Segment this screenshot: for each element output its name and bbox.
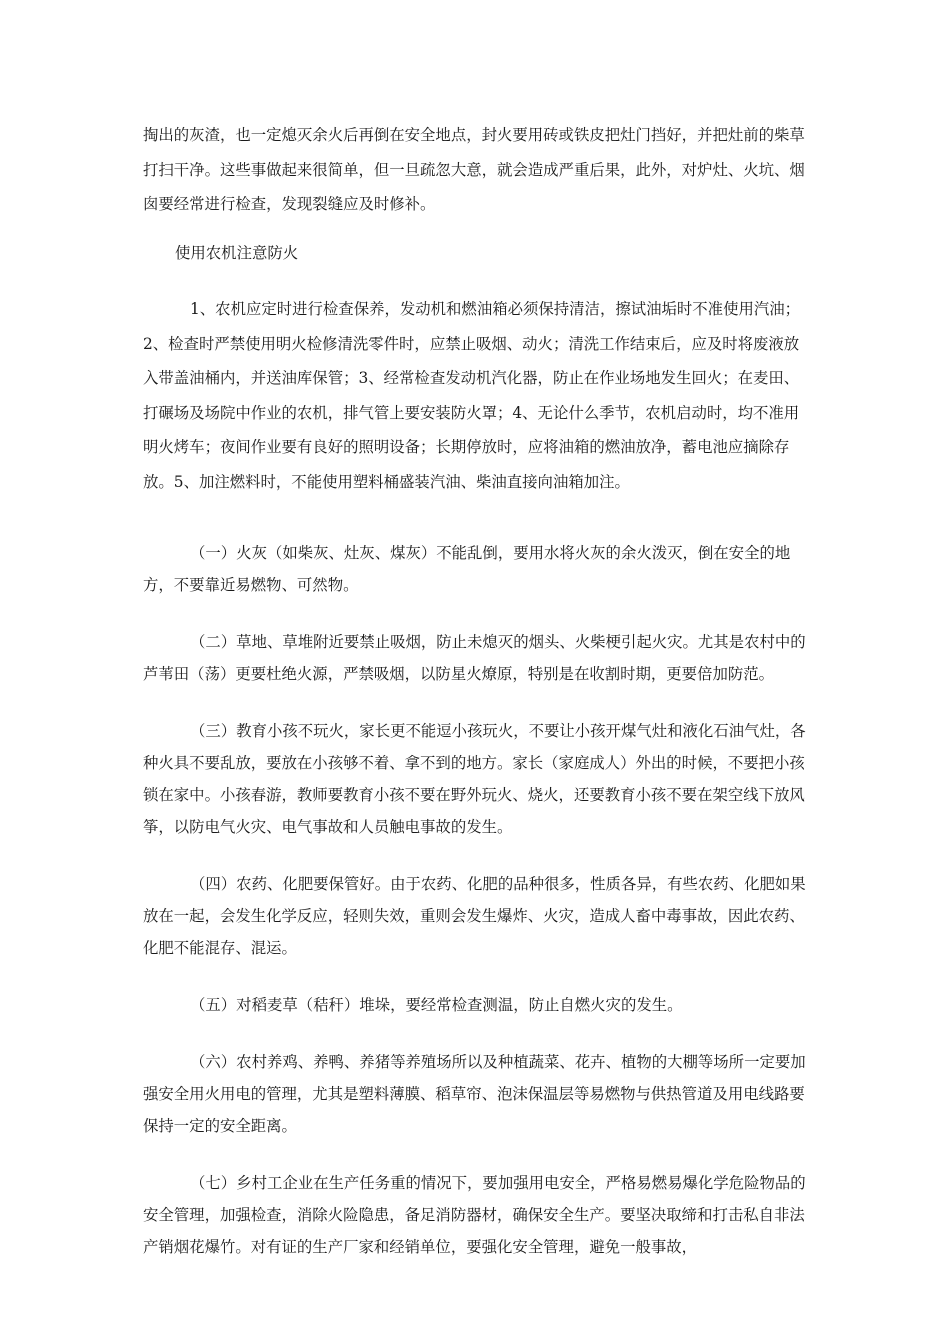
document-body xyxy=(143,118,811,1263)
section-paragraph-6: （六）农村养鸡、养鸭、养猪等养殖场所以及种植蔬菜、花卉、植物的大棚等场所一定要加强安全用火用电的管理，尤其是塑料薄膜、稻草帘、泡沫保温层等易燃物与供热管道及用电线路要保持一定的安全距离。 xyxy=(143,1053,806,1135)
section-paragraph-4: （四）农药、化肥要保管好。由于农药、化肥的品种很多，性质各异，有些农药、化肥如果放在一起，会发生化学反应，轻则失效，重则会发生爆炸、火灾，造成人畜中毒事故，因此农药、化肥不能混存、混运。 xyxy=(143,875,806,957)
section-paragraph-2: （二）草地、草堆附近要禁止吸烟，防止未熄灭的烟头、火柴梗引起火灾。尤其是农村中的芦苇田（荡）更要杜绝火源，严禁吸烟，以防星火燎原，特别是在收割时期，更要倍加防范。 xyxy=(143,633,806,683)
section-paragraph-7: （七）乡村工企业在生产任务重的情况下，要加强用电安全，严格易燃易爆化学危险物品的安全管理，加强检查，消除火险隐患，备足消防器材，确保安全生产。要坚决取缔和打击私自非法产销烟花爆竹。对有证的生产厂家和经销单位，要强化安全管理，避免一般事故， xyxy=(143,1174,806,1256)
section-paragraph-5: （五）对稻麦草（秸秆）堆垛，要经常检查测温，防止自燃火灾的发生。 xyxy=(190,996,683,1014)
section-paragraph-3: （三）教育小孩不玩火，家长更不能逗小孩玩火，不要让小孩开煤气灶和液化石油气灶，各种火具不要乱放，要放在小孩够不着、拿不到的地方。家长（家庭成人）外出的时候，不要把小孩锁在家中。小孩春游，教师要教育小孩不要在野外玩火、烧火，还要教育小孩不要在架空线下放风筝，以防电气火灾、电气事故和人员触电事故的发生。 xyxy=(143,722,806,836)
farm-machinery-paragraph: 1、农机应定时进行检查保养，发动机和燃油箱必须保持清洁，擦试油垢时不准使用汽油；2、检查时严禁使用明火检修清洗零件时，应禁止吸烟、动火；清洗工作结束后，应及时将废液放入带盖油桶内，并送油库保管；3、经常检查发动机汽化器，防止在作业场地发生回火；在麦田、打碾场及场院中作业的农机，排气管上要安装防火罩；4、无论什么季节，农机启动时，均不准用明火烤车；夜间作业要有良好的照明设备；长期停放时，应将油箱的燃油放净，蓄电池应摘除存放。5、加注燃料时，不能使用塑料桶盛装汽油、柴油直接向油箱加注。 xyxy=(143,300,801,491)
section-paragraph-1: （一）火灰（如柴灰、灶灰、煤灰）不能乱倒，要用水将火灰的余火泼灭，倒在安全的地方，不要靠近易燃物、可然物。 xyxy=(143,544,791,594)
section-heading-farm-machinery: 使用农机注意防火 xyxy=(175,243,299,262)
intro-paragraph: 掏出的灰渣，也一定熄灭余火后再倒在安全地点，封火要用砖或铁皮把灶门挡好，并把灶前的柴草打扫干净。这些事做起来很简单，但一旦疏忽大意，就会造成严重后果，此外，对炉灶、火坑、烟囱要经常进行检查，发现裂缝应及时修补。 xyxy=(143,126,805,213)
